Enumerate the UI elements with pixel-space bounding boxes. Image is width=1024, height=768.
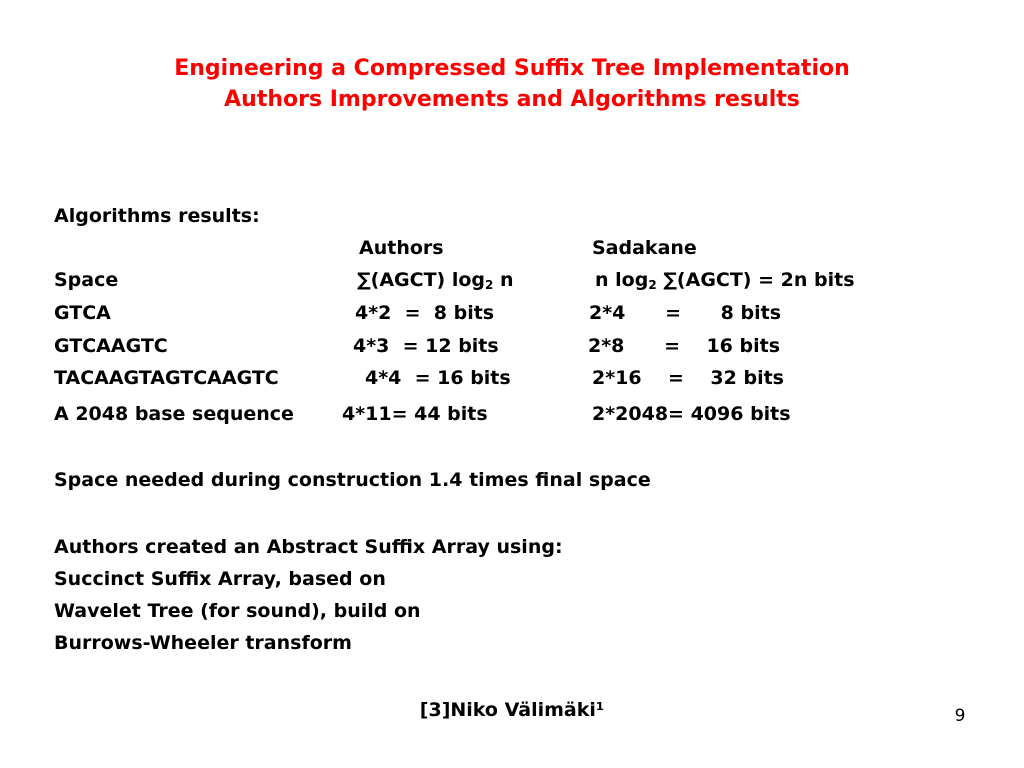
space-row-sadakane: n $\log_2$ ∑(AGCT) = 2n bits — [595, 269, 855, 292]
row-authors-value: 4*4 = 16 bits — [365, 367, 511, 389]
row-label: TACAAGTAGTCAAGTC — [54, 367, 279, 389]
row-sadakane-value: 2*4 = 8 bits — [589, 302, 782, 324]
abstract-line: Burrows-Wheeler transform — [54, 632, 352, 654]
abstract-line: Wavelet Tree (for sound), build on — [54, 600, 421, 622]
row-label: GTCA — [54, 302, 111, 324]
abstract-line: Succinct Suffix Array, based on — [54, 568, 386, 590]
row-authors-value: 4*11= 44 bits — [342, 403, 488, 425]
row-sadakane-value: 2*2048= 4096 bits — [592, 403, 791, 425]
space-row-authors: ∑(AGCT) $\log_2 n$ — [357, 269, 514, 292]
slide-title-line-1: Engineering a Compressed Suffix Tree Implementation — [174, 56, 850, 81]
row-label: GTCAAGTC — [54, 335, 168, 357]
slide-title-line-2: Authors Improvements and Algorithms results — [224, 87, 800, 112]
page-number: 9 — [954, 706, 966, 726]
results-heading: Algorithms results: — [54, 205, 260, 227]
row-label: A 2048 base sequence — [54, 403, 294, 425]
column-header-authors: Authors — [359, 237, 444, 259]
row-authors-value: 4*3 = 12 bits — [353, 335, 499, 357]
abstract-line: Authors created an Abstract Suffix Array using: — [54, 536, 563, 558]
construction-note: Space needed during construction 1.4 times final space — [54, 469, 651, 491]
column-header-sadakane: Sadakane — [592, 237, 697, 259]
space-row-label: Space — [54, 269, 119, 291]
row-sadakane-value: 2*16 = 32 bits — [592, 367, 784, 389]
reference-citation: [3]Niko Välimäki¹ — [419, 699, 605, 721]
row-authors-value: 4*2 = 8 bits — [355, 302, 495, 324]
row-sadakane-value: 2*8 = 16 bits — [588, 335, 781, 357]
